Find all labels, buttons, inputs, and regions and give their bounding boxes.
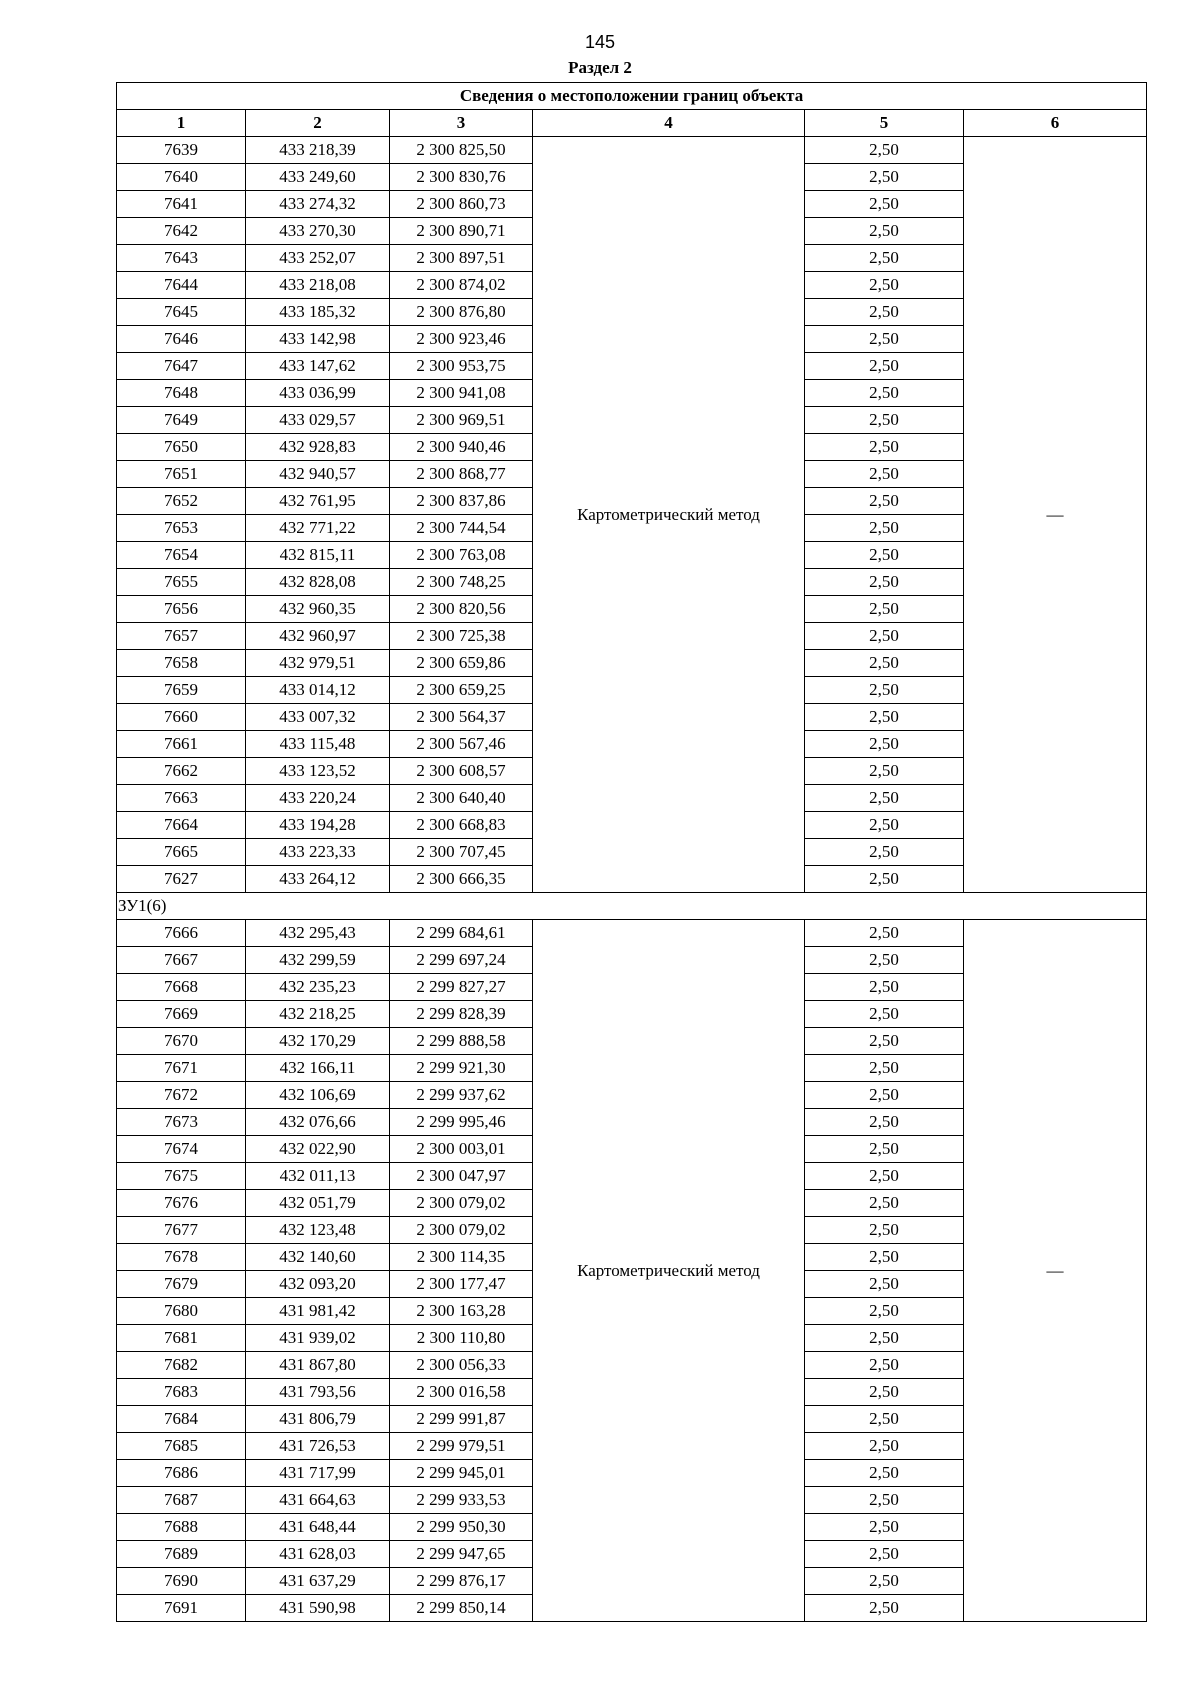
coordinate-x: 431 717,99: [246, 1460, 390, 1487]
coordinate-x: 431 628,03: [246, 1541, 390, 1568]
coordinate-y: 2 300 868,77: [390, 461, 533, 488]
coordinate-x: 431 648,44: [246, 1514, 390, 1541]
coordinate-x: 433 249,60: [246, 164, 390, 191]
accuracy-value: 2,50: [805, 191, 964, 218]
coordinate-y: 2 300 003,01: [390, 1136, 533, 1163]
coordinate-y: 2 300 056,33: [390, 1352, 533, 1379]
accuracy-value: 2,50: [805, 731, 964, 758]
accuracy-value: 2,50: [805, 1352, 964, 1379]
table-caption: Сведения о местоположении границ объекта: [117, 83, 1147, 110]
coordinate-x: 433 220,24: [246, 785, 390, 812]
accuracy-value: 2,50: [805, 1136, 964, 1163]
page-number: 145: [584, 32, 616, 52]
coordinate-x: 433 115,48: [246, 731, 390, 758]
coordinate-y: 2 299 995,46: [390, 1109, 533, 1136]
point-number: 7639: [117, 137, 246, 164]
accuracy-value: 2,50: [805, 1163, 964, 1190]
accuracy-value: 2,50: [805, 137, 964, 164]
accuracy-value: 2,50: [805, 1298, 964, 1325]
accuracy-value: 2,50: [805, 758, 964, 785]
coordinate-y: 2 299 850,14: [390, 1595, 533, 1622]
coordinate-y: 2 300 079,02: [390, 1190, 533, 1217]
accuracy-value: 2,50: [805, 1109, 964, 1136]
coordinate-y: 2 300 640,40: [390, 785, 533, 812]
point-number: 7654: [117, 542, 246, 569]
coordinate-x: 431 867,80: [246, 1352, 390, 1379]
coordinate-x: 432 218,25: [246, 1001, 390, 1028]
coordinate-x: 432 815,11: [246, 542, 390, 569]
accuracy-value: 2,50: [805, 596, 964, 623]
coordinate-y: 2 299 991,87: [390, 1406, 533, 1433]
point-number: 7669: [117, 1001, 246, 1028]
coordinate-y: 2 300 748,25: [390, 569, 533, 596]
coordinate-y: 2 300 666,35: [390, 866, 533, 893]
coordinate-x: 433 252,07: [246, 245, 390, 272]
coordinate-x: 432 979,51: [246, 650, 390, 677]
point-number: 7655: [117, 569, 246, 596]
coordinate-y: 2 300 608,57: [390, 758, 533, 785]
coordinate-y: 2 300 820,56: [390, 596, 533, 623]
coordinate-y: 2 299 945,01: [390, 1460, 533, 1487]
coordinate-y: 2 300 830,76: [390, 164, 533, 191]
point-number: 7661: [117, 731, 246, 758]
point-number: 7679: [117, 1271, 246, 1298]
coordinate-y: 2 299 684,61: [390, 920, 533, 947]
column-number-row: [117, 110, 1147, 137]
point-number: 7687: [117, 1487, 246, 1514]
coordinate-x: 432 299,59: [246, 947, 390, 974]
coordinate-y: 2 300 837,86: [390, 488, 533, 515]
coordinate-x: 431 590,98: [246, 1595, 390, 1622]
point-number: 7676: [117, 1190, 246, 1217]
point-number: 7657: [117, 623, 246, 650]
column-number: 3: [390, 110, 533, 137]
point-number: 7647: [117, 353, 246, 380]
point-number: 7685: [117, 1433, 246, 1460]
boundary-coordinates-table: [116, 82, 1147, 1622]
point-number: 7656: [117, 596, 246, 623]
coordinate-y: 2 300 890,71: [390, 218, 533, 245]
coordinate-y: 2 299 950,30: [390, 1514, 533, 1541]
coordinate-y: 2 300 659,86: [390, 650, 533, 677]
accuracy-value: 2,50: [805, 461, 964, 488]
coordinate-x: 432 928,83: [246, 434, 390, 461]
accuracy-value: 2,50: [805, 353, 964, 380]
coordinate-y: 2 300 659,25: [390, 677, 533, 704]
point-number: 7650: [117, 434, 246, 461]
accuracy-value: 2,50: [805, 1055, 964, 1082]
coordinate-x: 431 637,29: [246, 1568, 390, 1595]
point-number: 7670: [117, 1028, 246, 1055]
accuracy-value: 2,50: [805, 1460, 964, 1487]
point-number: 7689: [117, 1541, 246, 1568]
point-number: 7680: [117, 1298, 246, 1325]
point-number: 7691: [117, 1595, 246, 1622]
coordinate-x: 432 170,29: [246, 1028, 390, 1055]
accuracy-value: 2,50: [805, 488, 964, 515]
accuracy-value: 2,50: [805, 1433, 964, 1460]
accuracy-value: 2,50: [805, 164, 964, 191]
coordinate-y: 2 300 707,45: [390, 839, 533, 866]
accuracy-value: 2,50: [805, 299, 964, 326]
coordinate-y: 2 300 668,83: [390, 812, 533, 839]
group-label: ЗУ1(6): [117, 893, 1147, 920]
point-number: 7675: [117, 1163, 246, 1190]
point-number: 7644: [117, 272, 246, 299]
accuracy-value: 2,50: [805, 677, 964, 704]
point-number: 7627: [117, 866, 246, 893]
point-number: 7683: [117, 1379, 246, 1406]
accuracy-value: 2,50: [805, 785, 964, 812]
accuracy-value: 2,50: [805, 974, 964, 1001]
coordinate-x: 433 014,12: [246, 677, 390, 704]
point-number: 7652: [117, 488, 246, 515]
coordinate-x: 432 093,20: [246, 1271, 390, 1298]
accuracy-value: 2,50: [805, 218, 964, 245]
point-number: 7645: [117, 299, 246, 326]
point-number: 7641: [117, 191, 246, 218]
point-number: 7640: [117, 164, 246, 191]
coordinate-x: 432 140,60: [246, 1244, 390, 1271]
coordinate-x: 433 218,08: [246, 272, 390, 299]
point-number: 7672: [117, 1082, 246, 1109]
point-number: 7662: [117, 758, 246, 785]
point-number: 7671: [117, 1055, 246, 1082]
accuracy-value: 2,50: [805, 704, 964, 731]
coordinate-x: 432 123,48: [246, 1217, 390, 1244]
accuracy-value: 2,50: [805, 569, 964, 596]
point-number: 7664: [117, 812, 246, 839]
column-number: 1: [117, 110, 246, 137]
point-number: 7643: [117, 245, 246, 272]
coordinate-x: 432 960,35: [246, 596, 390, 623]
accuracy-value: 2,50: [805, 245, 964, 272]
coordinate-x: 432 011,13: [246, 1163, 390, 1190]
coordinate-x: 431 664,63: [246, 1487, 390, 1514]
coordinate-x: 432 295,43: [246, 920, 390, 947]
point-number: 7678: [117, 1244, 246, 1271]
column-6-cell: —: [964, 920, 1147, 1622]
coordinate-x: 433 036,99: [246, 380, 390, 407]
coordinate-y: 2 300 876,80: [390, 299, 533, 326]
point-number: 7660: [117, 704, 246, 731]
point-number: 7646: [117, 326, 246, 353]
table-row: [117, 920, 1147, 947]
coordinate-x: 431 981,42: [246, 1298, 390, 1325]
coordinate-x: 433 274,32: [246, 191, 390, 218]
coordinate-y: 2 299 921,30: [390, 1055, 533, 1082]
accuracy-value: 2,50: [805, 1325, 964, 1352]
accuracy-value: 2,50: [805, 650, 964, 677]
point-number: 7677: [117, 1217, 246, 1244]
coordinate-x: 432 940,57: [246, 461, 390, 488]
coordinate-x: 433 194,28: [246, 812, 390, 839]
accuracy-value: 2,50: [805, 1217, 964, 1244]
accuracy-value: 2,50: [805, 272, 964, 299]
accuracy-value: 2,50: [805, 1082, 964, 1109]
point-number: 7667: [117, 947, 246, 974]
point-number: 7651: [117, 461, 246, 488]
coordinate-y: 2 300 163,28: [390, 1298, 533, 1325]
coordinate-y: 2 300 047,97: [390, 1163, 533, 1190]
coordinate-x: 431 806,79: [246, 1406, 390, 1433]
coordinate-y: 2 300 874,02: [390, 272, 533, 299]
coordinate-x: 433 264,12: [246, 866, 390, 893]
accuracy-value: 2,50: [805, 1379, 964, 1406]
section-title: Раздел 2: [568, 58, 632, 77]
coordinate-x: 433 270,30: [246, 218, 390, 245]
coordinate-y: 2 299 937,62: [390, 1082, 533, 1109]
group-label-row: [117, 893, 1147, 920]
coordinate-y: 2 300 177,47: [390, 1271, 533, 1298]
accuracy-value: 2,50: [805, 434, 964, 461]
coordinate-y: 2 299 979,51: [390, 1433, 533, 1460]
point-number: 7648: [117, 380, 246, 407]
coordinate-y: 2 300 953,75: [390, 353, 533, 380]
coordinate-y: 2 300 923,46: [390, 326, 533, 353]
coordinate-x: 431 726,53: [246, 1433, 390, 1460]
coordinate-x: 433 029,57: [246, 407, 390, 434]
point-number: 7682: [117, 1352, 246, 1379]
accuracy-value: 2,50: [805, 1541, 964, 1568]
method-cell: Картометрический метод: [533, 137, 805, 893]
point-number: 7658: [117, 650, 246, 677]
coordinate-y: 2 300 860,73: [390, 191, 533, 218]
point-number: 7642: [117, 218, 246, 245]
table-caption-row: [117, 83, 1147, 110]
coordinate-x: 433 147,62: [246, 353, 390, 380]
coordinate-y: 2 300 079,02: [390, 1217, 533, 1244]
coordinate-x: 432 761,95: [246, 488, 390, 515]
point-number: 7665: [117, 839, 246, 866]
point-number: 7681: [117, 1325, 246, 1352]
point-number: 7666: [117, 920, 246, 947]
point-number: 7686: [117, 1460, 246, 1487]
accuracy-value: 2,50: [805, 380, 964, 407]
coordinate-y: 2 300 969,51: [390, 407, 533, 434]
coordinate-x: 432 022,90: [246, 1136, 390, 1163]
accuracy-value: 2,50: [805, 1271, 964, 1298]
coordinate-y: 2 300 564,37: [390, 704, 533, 731]
coordinate-y: 2 299 933,53: [390, 1487, 533, 1514]
column-number: 4: [533, 110, 805, 137]
accuracy-value: 2,50: [805, 1190, 964, 1217]
coordinate-x: 433 223,33: [246, 839, 390, 866]
point-number: 7684: [117, 1406, 246, 1433]
coordinate-x: 432 166,11: [246, 1055, 390, 1082]
coordinate-x: 432 051,79: [246, 1190, 390, 1217]
coordinate-y: 2 299 827,27: [390, 974, 533, 1001]
column-number: 2: [246, 110, 390, 137]
coordinate-y: 2 300 725,38: [390, 623, 533, 650]
accuracy-value: 2,50: [805, 1487, 964, 1514]
point-number: 7649: [117, 407, 246, 434]
coordinate-x: 433 185,32: [246, 299, 390, 326]
accuracy-value: 2,50: [805, 1244, 964, 1271]
accuracy-value: 2,50: [805, 866, 964, 893]
accuracy-value: 2,50: [805, 1406, 964, 1433]
coordinate-x: 433 007,32: [246, 704, 390, 731]
point-number: 7674: [117, 1136, 246, 1163]
coordinate-x: 432 960,97: [246, 623, 390, 650]
coordinate-x: 432 076,66: [246, 1109, 390, 1136]
coordinate-x: 432 106,69: [246, 1082, 390, 1109]
accuracy-value: 2,50: [805, 623, 964, 650]
accuracy-value: 2,50: [805, 920, 964, 947]
coordinate-x: 431 939,02: [246, 1325, 390, 1352]
point-number: 7688: [117, 1514, 246, 1541]
accuracy-value: 2,50: [805, 407, 964, 434]
coordinate-x: 433 218,39: [246, 137, 390, 164]
accuracy-value: 2,50: [805, 542, 964, 569]
coordinate-y: 2 300 744,54: [390, 515, 533, 542]
column-6-cell: —: [964, 137, 1147, 893]
method-cell: Картометрический метод: [533, 920, 805, 1622]
coordinate-y: 2 300 897,51: [390, 245, 533, 272]
point-number: 7659: [117, 677, 246, 704]
coordinate-x: 432 771,22: [246, 515, 390, 542]
column-number: 6: [964, 110, 1147, 137]
coordinate-y: 2 300 941,08: [390, 380, 533, 407]
accuracy-value: 2,50: [805, 839, 964, 866]
coordinate-x: 432 235,23: [246, 974, 390, 1001]
accuracy-value: 2,50: [805, 1028, 964, 1055]
accuracy-value: 2,50: [805, 1514, 964, 1541]
coordinate-x: 432 828,08: [246, 569, 390, 596]
accuracy-value: 2,50: [805, 1001, 964, 1028]
point-number: 7663: [117, 785, 246, 812]
table-row: [117, 137, 1147, 164]
column-number: 5: [805, 110, 964, 137]
point-number: 7653: [117, 515, 246, 542]
coordinate-y: 2 299 947,65: [390, 1541, 533, 1568]
coordinate-x: 433 142,98: [246, 326, 390, 353]
accuracy-value: 2,50: [805, 947, 964, 974]
coordinate-y: 2 299 697,24: [390, 947, 533, 974]
coordinate-y: 2 300 763,08: [390, 542, 533, 569]
accuracy-value: 2,50: [805, 812, 964, 839]
point-number: 7668: [117, 974, 246, 1001]
coordinate-y: 2 299 876,17: [390, 1568, 533, 1595]
coordinate-y: 2 300 940,46: [390, 434, 533, 461]
coordinate-y: 2 300 114,35: [390, 1244, 533, 1271]
point-number: 7690: [117, 1568, 246, 1595]
coordinate-y: 2 300 567,46: [390, 731, 533, 758]
accuracy-value: 2,50: [805, 1595, 964, 1622]
accuracy-value: 2,50: [805, 515, 964, 542]
accuracy-value: 2,50: [805, 1568, 964, 1595]
coordinate-y: 2 299 828,39: [390, 1001, 533, 1028]
coordinate-y: 2 300 016,58: [390, 1379, 533, 1406]
coordinate-y: 2 299 888,58: [390, 1028, 533, 1055]
coordinate-y: 2 300 110,80: [390, 1325, 533, 1352]
coordinate-x: 433 123,52: [246, 758, 390, 785]
coordinate-y: 2 300 825,50: [390, 137, 533, 164]
accuracy-value: 2,50: [805, 326, 964, 353]
coordinate-x: 431 793,56: [246, 1379, 390, 1406]
point-number: 7673: [117, 1109, 246, 1136]
